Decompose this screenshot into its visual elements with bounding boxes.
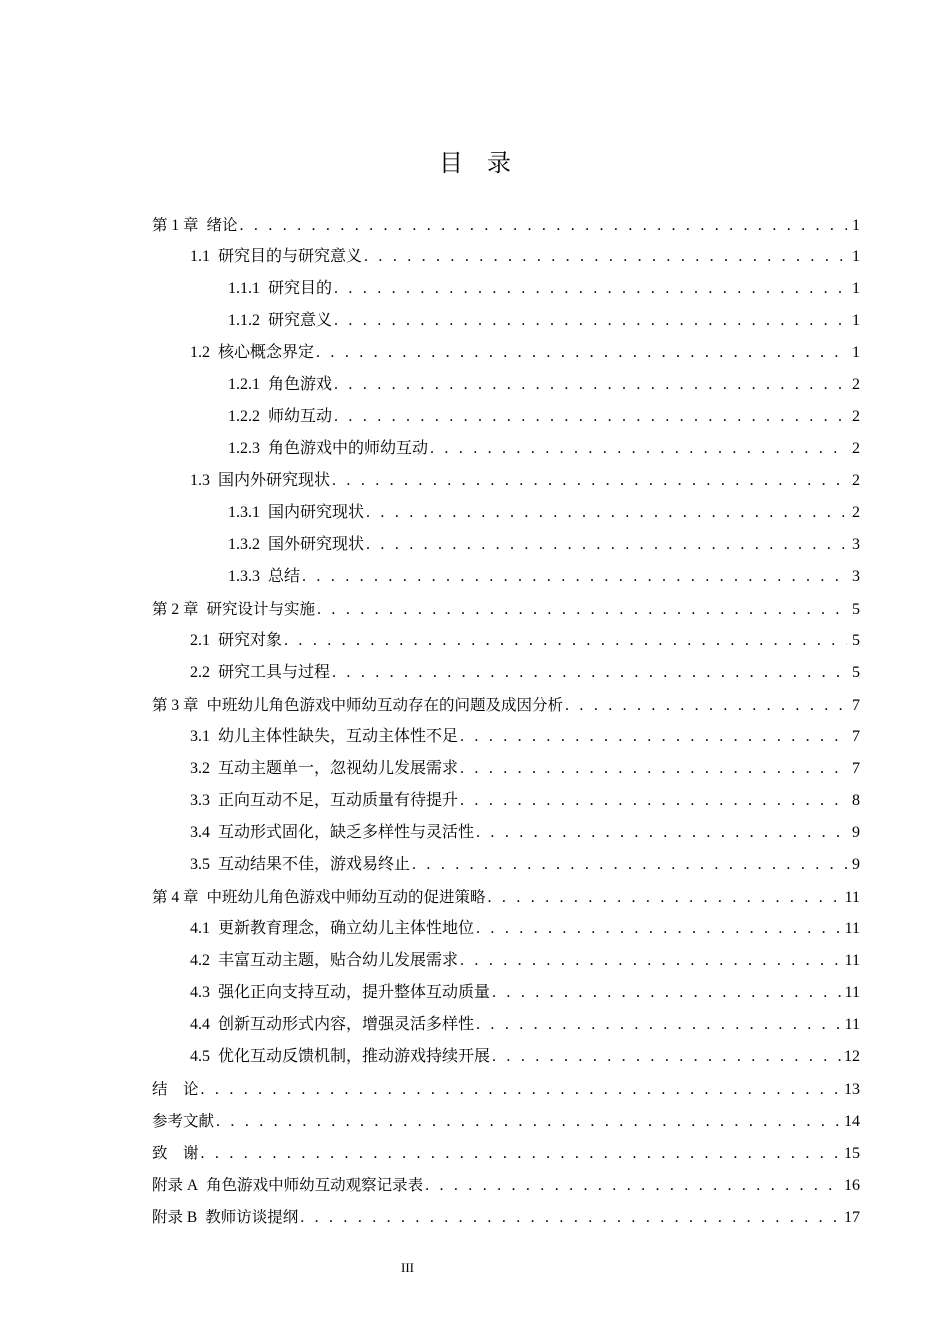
toc-entry-page: 16 xyxy=(844,1177,860,1194)
toc-entry-number: 4.3 xyxy=(190,984,210,1001)
toc-entry[interactable] xyxy=(152,817,860,849)
toc-dot-leader xyxy=(282,625,847,657)
toc-entry-page: 3 xyxy=(852,568,860,585)
toc-entry-text xyxy=(190,465,330,497)
toc-entry-label: 互动形式固化，缺乏多样性与灵活性 xyxy=(218,824,475,841)
toc-entry[interactable] xyxy=(152,273,860,305)
toc-entry-text xyxy=(190,241,362,273)
toc-dot-leader xyxy=(214,1106,841,1138)
toc-entry-page: 5 xyxy=(852,632,860,649)
toc-dot-leader xyxy=(458,721,847,753)
toc-entry[interactable] xyxy=(152,209,860,241)
toc-entry-label: 绪论 xyxy=(206,216,238,234)
toc-entry[interactable] xyxy=(152,593,860,625)
toc-entry-label: 师幼互动 xyxy=(268,408,333,425)
toc-entry-page: 2 xyxy=(852,440,860,457)
toc-entry-number: 4.5 xyxy=(190,1048,210,1065)
toc-entry[interactable] xyxy=(152,689,860,721)
toc-entry-number: 1.2.3 xyxy=(228,440,260,457)
toc-entry-page: 13 xyxy=(844,1081,860,1098)
toc-entry-text xyxy=(228,273,332,305)
toc-dot-leader xyxy=(199,1138,841,1170)
page-title: 目录 xyxy=(439,149,535,177)
toc-entry-text xyxy=(190,1009,474,1041)
toc-entry[interactable] xyxy=(152,1009,860,1041)
toc-dot-leader xyxy=(428,433,847,465)
toc-entry[interactable] xyxy=(152,1073,860,1105)
toc-entry-number: 第 3 章 xyxy=(152,697,199,714)
toc-entry[interactable] xyxy=(152,561,860,593)
toc-entry-label: 总结 xyxy=(268,568,301,585)
toc-entry-page: 11 xyxy=(844,920,860,937)
toc-entry-page: 12 xyxy=(844,1048,860,1065)
toc-entry-page: 11 xyxy=(844,889,860,906)
toc-entry-label: 研究设计与实施 xyxy=(206,600,316,618)
toc-entry[interactable] xyxy=(152,465,860,497)
toc-entry-page: 7 xyxy=(852,728,860,745)
toc-entry-number: 3.3 xyxy=(190,792,210,809)
toc-entry-page: 2 xyxy=(852,408,860,425)
toc-entry-number: 1.3.2 xyxy=(228,536,260,553)
toc-dot-leader xyxy=(314,337,847,369)
toc-entry-label: 丰富互动主题，贴合幼儿发展需求 xyxy=(218,952,459,969)
toc-entry-page: 11 xyxy=(844,984,860,1001)
toc-entry-page: 9 xyxy=(852,856,860,873)
toc-entry-text xyxy=(152,1201,298,1234)
toc-dot-leader xyxy=(364,529,847,561)
toc-entry-text xyxy=(228,305,332,337)
toc-entry-label: 国内研究现状 xyxy=(268,504,365,521)
toc-entry-page: 7 xyxy=(852,760,860,777)
toc-entry-page: 8 xyxy=(852,792,860,809)
toc-entry-text xyxy=(190,945,458,977)
toc-dot-leader xyxy=(486,882,842,914)
toc-entry-text xyxy=(190,1041,490,1073)
toc-entry-label: 正向互动不足，互动质量有待提升 xyxy=(218,792,459,809)
toc-entry-label: 角色游戏中的师幼互动 xyxy=(268,440,429,457)
toc-entry-number: 第 2 章 xyxy=(152,601,199,618)
toc-entry[interactable] xyxy=(152,1169,860,1201)
toc-entry[interactable] xyxy=(152,721,860,753)
toc-entry-page: 11 xyxy=(844,1016,860,1033)
toc-entry-page: 1 xyxy=(852,312,860,329)
toc-entry-number: 3.2 xyxy=(190,760,210,777)
toc-entry-text xyxy=(190,913,474,945)
toc-entry-page: 2 xyxy=(852,472,860,489)
toc-entry-number: 1.3 xyxy=(190,472,210,489)
toc-entry-text xyxy=(152,1105,214,1137)
toc-entry-number: 1.2.2 xyxy=(228,408,260,425)
toc-entry-number: 第 1 章 xyxy=(152,217,199,234)
toc-entry-page: 7 xyxy=(852,697,860,714)
toc-entry[interactable] xyxy=(152,977,860,1009)
toc-entry-label: 角色游戏中师幼互动观察记录表 xyxy=(206,1176,424,1194)
toc-entry-label: 参考文献 xyxy=(152,1112,215,1130)
toc-dot-leader xyxy=(458,945,842,977)
toc-entry-text xyxy=(190,337,314,369)
toc-entry-page: 1 xyxy=(852,280,860,297)
toc-dot-leader xyxy=(490,977,842,1009)
page-number: III xyxy=(401,1260,414,1275)
toc-entry-number: 2.2 xyxy=(190,664,210,681)
toc-dot-leader xyxy=(332,305,847,337)
toc-entry-page: 2 xyxy=(852,376,860,393)
toc-dot-leader xyxy=(238,210,847,242)
toc-dot-leader xyxy=(474,1009,842,1041)
toc-entry-number: 1.1 xyxy=(190,248,210,265)
toc-entry[interactable] xyxy=(152,913,860,945)
toc-entry[interactable] xyxy=(152,657,860,689)
toc-entry-label: 研究目的与研究意义 xyxy=(218,248,363,265)
toc-entry-number: 1.1.1 xyxy=(228,280,260,297)
toc-entry-page: 1 xyxy=(852,217,860,234)
toc-entry[interactable] xyxy=(152,753,860,785)
toc-entry-number: 1.3.1 xyxy=(228,504,260,521)
toc-dot-leader xyxy=(298,1202,841,1234)
toc-entry-label: 角色游戏 xyxy=(268,376,333,393)
toc-dot-leader xyxy=(332,401,847,433)
toc-entry-label: 幼儿主体性缺失，互动主体性不足 xyxy=(218,728,459,745)
toc-dot-leader xyxy=(458,785,847,817)
toc-entry-label: 更新教育理念，确立幼儿主体性地位 xyxy=(218,920,475,937)
toc-entry-text xyxy=(152,881,486,914)
toc-dot-leader xyxy=(199,1074,841,1106)
toc-entry-text xyxy=(190,625,282,657)
toc-dot-leader xyxy=(330,465,847,497)
toc-entry-number: 4.2 xyxy=(190,952,210,969)
toc-entry-label: 互动主题单一，忽视幼儿发展需求 xyxy=(218,760,459,777)
toc-entry-number: 1.1.2 xyxy=(228,312,260,329)
toc-entry-page: 5 xyxy=(852,601,860,618)
toc-entry-page: 9 xyxy=(852,824,860,841)
toc-entry-text xyxy=(190,657,330,689)
toc-entry-number: 2.1 xyxy=(190,632,210,649)
toc-dot-leader xyxy=(563,690,847,722)
toc-entry-label: 致 谢 xyxy=(152,1144,199,1162)
toc-entry[interactable] xyxy=(152,529,860,561)
toc-entry-page: 2 xyxy=(852,504,860,521)
toc-entry-label: 核心概念界定 xyxy=(218,344,315,361)
toc-entry-page: 14 xyxy=(844,1113,860,1130)
toc-entry-number: 1.2 xyxy=(190,344,210,361)
toc-entry-text xyxy=(190,817,474,849)
toc-entry[interactable] xyxy=(152,1201,860,1233)
toc-entry-text xyxy=(228,401,332,433)
toc-entry[interactable] xyxy=(152,849,860,881)
toc-dot-leader xyxy=(458,753,847,785)
toc-dot-leader xyxy=(332,369,847,401)
toc-entry-label: 中班幼儿角色游戏中师幼互动的促进策略 xyxy=(206,888,486,906)
toc-entry[interactable] xyxy=(152,241,860,273)
toc-entry[interactable] xyxy=(152,625,860,657)
toc-entry-text xyxy=(190,785,458,817)
toc-entry-label: 强化正向支持互动，提升整体互动质量 xyxy=(218,984,491,1001)
toc-entry[interactable] xyxy=(152,881,860,913)
toc-entry-text xyxy=(228,529,364,561)
toc-entry-label: 研究意义 xyxy=(268,312,333,329)
toc-entry[interactable] xyxy=(152,433,860,465)
toc-entry-text xyxy=(152,209,238,242)
toc-dot-leader xyxy=(423,1170,841,1202)
toc-entry[interactable] xyxy=(152,1137,860,1169)
toc-entry-label: 研究工具与过程 xyxy=(218,664,331,681)
toc-entry-number: 附录 B xyxy=(152,1209,198,1226)
toc-entry[interactable] xyxy=(152,401,860,433)
toc-entry-text xyxy=(152,1169,423,1202)
toc-entry-text xyxy=(228,497,364,529)
toc-entry-label: 结 论 xyxy=(152,1080,199,1098)
toc-dot-leader xyxy=(490,1041,841,1073)
toc-entry-page: 3 xyxy=(852,536,860,553)
toc-entry-text xyxy=(190,849,410,881)
toc-entry-page: 11 xyxy=(844,952,860,969)
toc-entry-page: 5 xyxy=(852,664,860,681)
toc-entry-number: 3.5 xyxy=(190,856,210,873)
toc-dot-leader xyxy=(315,594,847,626)
toc-entry-number: 附录 A xyxy=(152,1177,199,1194)
toc-entry-number: 1.3.3 xyxy=(228,568,260,585)
toc-entry-text xyxy=(190,977,490,1009)
toc-entry-text xyxy=(152,1073,199,1105)
toc-dot-leader xyxy=(332,273,847,305)
toc-dot-leader xyxy=(474,913,842,945)
toc-entry[interactable] xyxy=(152,945,860,977)
toc-entry[interactable] xyxy=(152,1041,860,1073)
toc-entry-number: 3.1 xyxy=(190,728,210,745)
toc-entry[interactable] xyxy=(152,305,860,337)
toc-entry-page: 1 xyxy=(852,344,860,361)
table-of-contents xyxy=(152,209,860,1233)
toc-entry-page: 17 xyxy=(844,1209,860,1226)
toc-entry-label: 优化互动反馈机制，推动游戏持续开展 xyxy=(218,1048,491,1065)
toc-entry-text xyxy=(152,1137,199,1169)
toc-entry-number: 第 4 章 xyxy=(152,889,199,906)
toc-entry-text xyxy=(152,689,563,722)
toc-entry-label: 研究对象 xyxy=(218,632,283,649)
toc-dot-leader xyxy=(474,817,847,849)
toc-entry[interactable] xyxy=(152,369,860,401)
toc-entry[interactable] xyxy=(152,337,860,369)
toc-entry-number: 3.4 xyxy=(190,824,210,841)
toc-entry-number: 1.2.1 xyxy=(228,376,260,393)
toc-entry-label: 研究目的 xyxy=(268,280,333,297)
toc-entry-label: 教师访谈提纲 xyxy=(205,1208,299,1226)
toc-entry[interactable] xyxy=(152,497,860,529)
toc-dot-leader xyxy=(330,657,847,689)
toc-entry-label: 国外研究现状 xyxy=(268,536,365,553)
toc-entry-text xyxy=(190,753,458,785)
toc-entry-number: 4.1 xyxy=(190,920,210,937)
toc-entry-page: 15 xyxy=(844,1145,860,1162)
toc-entry-text xyxy=(228,561,300,593)
toc-entry[interactable] xyxy=(152,1105,860,1137)
toc-entry-page: 1 xyxy=(852,248,860,265)
toc-dot-leader xyxy=(300,561,847,593)
toc-entry-label: 中班幼儿角色游戏中师幼互动存在的问题及成因分析 xyxy=(206,696,564,714)
toc-dot-leader xyxy=(362,241,847,273)
toc-dot-leader xyxy=(364,497,847,529)
toc-entry-text xyxy=(190,721,458,753)
toc-entry-text xyxy=(228,433,428,465)
toc-entry-label: 国内外研究现状 xyxy=(218,472,331,489)
toc-dot-leader xyxy=(410,849,847,881)
toc-entry[interactable] xyxy=(152,785,860,817)
toc-entry-label: 互动结果不佳，游戏易终止 xyxy=(218,856,411,873)
toc-entry-text xyxy=(228,369,332,401)
toc-entry-label: 创新互动形式内容，增强灵活多样性 xyxy=(218,1016,475,1033)
toc-entry-text xyxy=(152,593,315,626)
toc-entry-number: 4.4 xyxy=(190,1016,210,1033)
